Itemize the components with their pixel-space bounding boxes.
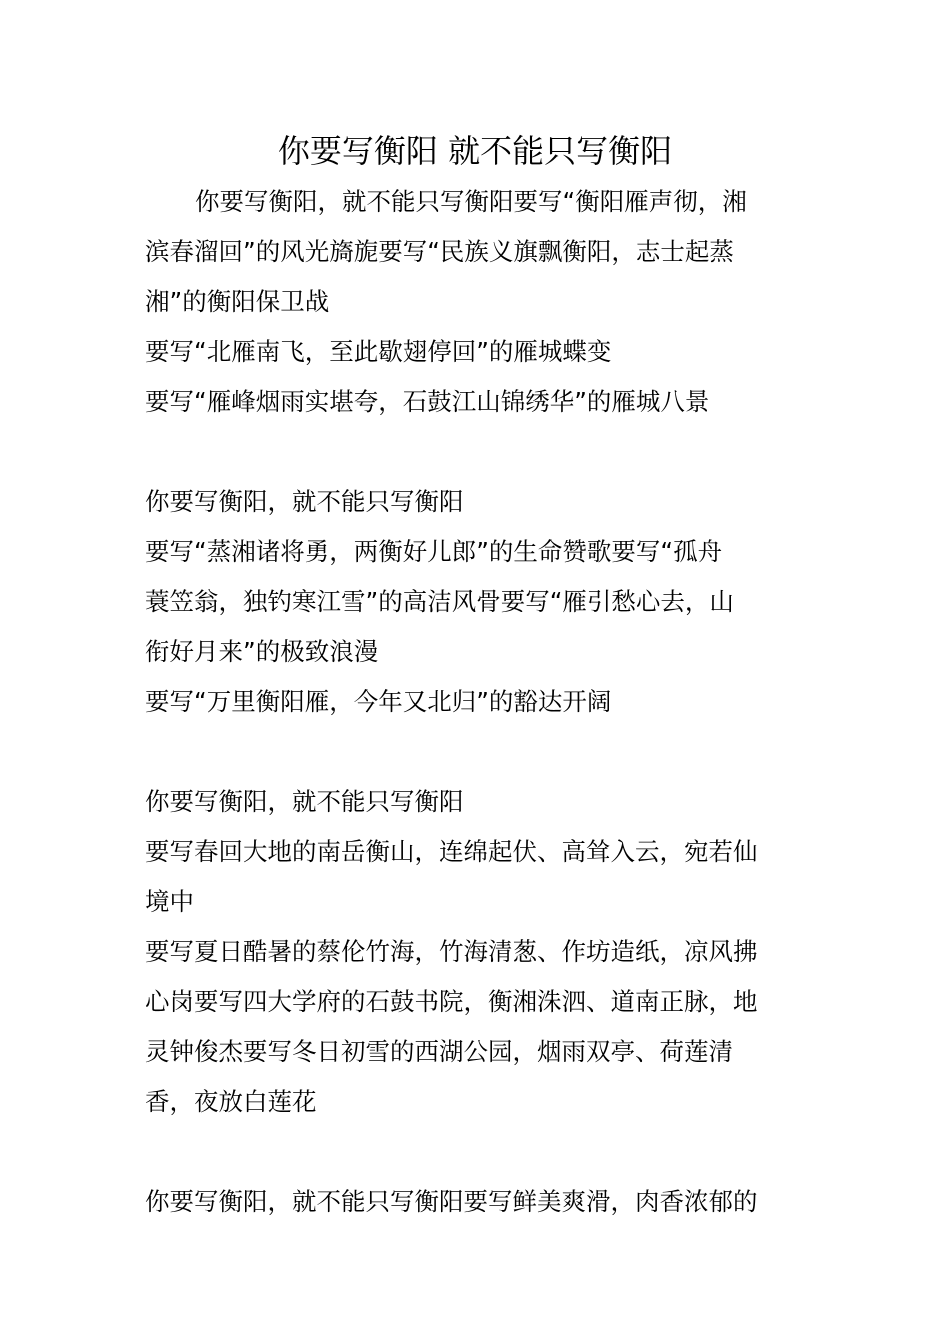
- text-line: 你要写衡阳，就不能只写衡阳要写“衡阳雁声彻，湘: [195, 187, 747, 216]
- text-line: 要写“万里衡阳雁，今年又北归”的豁达开阔: [145, 687, 612, 716]
- text-line: 蓑笠翁，独钓寒江雪”的高洁风骨要写“雁引愁心去，山: [145, 587, 734, 616]
- text-line: 你要写衡阳，就不能只写衡阳: [145, 487, 464, 516]
- text-line: 灵钟俊杰要写冬日初雪的西湖公园，烟雨双亭、荷莲清: [145, 1037, 733, 1066]
- document-body: [145, 177, 815, 1227]
- blank-line: [145, 427, 815, 477]
- text-line: 你要写衡阳，就不能只写衡阳要写鲜美爽滑，肉香浓郁的: [145, 1187, 758, 1216]
- document-title: 你要写衡阳 就不能只写衡阳: [277, 132, 673, 170]
- text-line: 要写夏日酷暑的蔡伦竹海，竹海清葱、作坊造纸，凉风拂: [145, 937, 758, 966]
- text-line: 你要写衡阳，就不能只写衡阳: [145, 787, 464, 816]
- text-line: 心岗要写四大学府的石鼓书院，衡湘洙泗、道南正脉，地: [145, 987, 758, 1016]
- text-line: 境中: [145, 887, 194, 916]
- text-line: 要写“雁峰烟雨实堪夸，石鼓江山锦绣华”的雁城八景: [145, 387, 710, 416]
- blank-line: [145, 727, 815, 777]
- text-line: 滨春溜回”的风光旖旎要写“民族义旗飘衡阳，志士起蒸: [145, 237, 734, 266]
- blank-line: [145, 1127, 815, 1177]
- text-line: 香，夜放白莲花: [145, 1087, 317, 1116]
- text-line: 衔好月来”的极致浪漫: [145, 637, 379, 666]
- text-line: 要写春回大地的南岳衡山，连绵起伏、高耸入云，宛若仙: [145, 837, 758, 866]
- text-line: 要写“北雁南飞，至此歇翅停回”的雁城蝶变: [145, 337, 612, 366]
- text-line: 湘”的衡阳保卫战: [145, 287, 330, 316]
- text-line: 要写“蒸湘诸将勇，两衡好儿郎”的生命赞歌要写“孤舟: [145, 537, 723, 566]
